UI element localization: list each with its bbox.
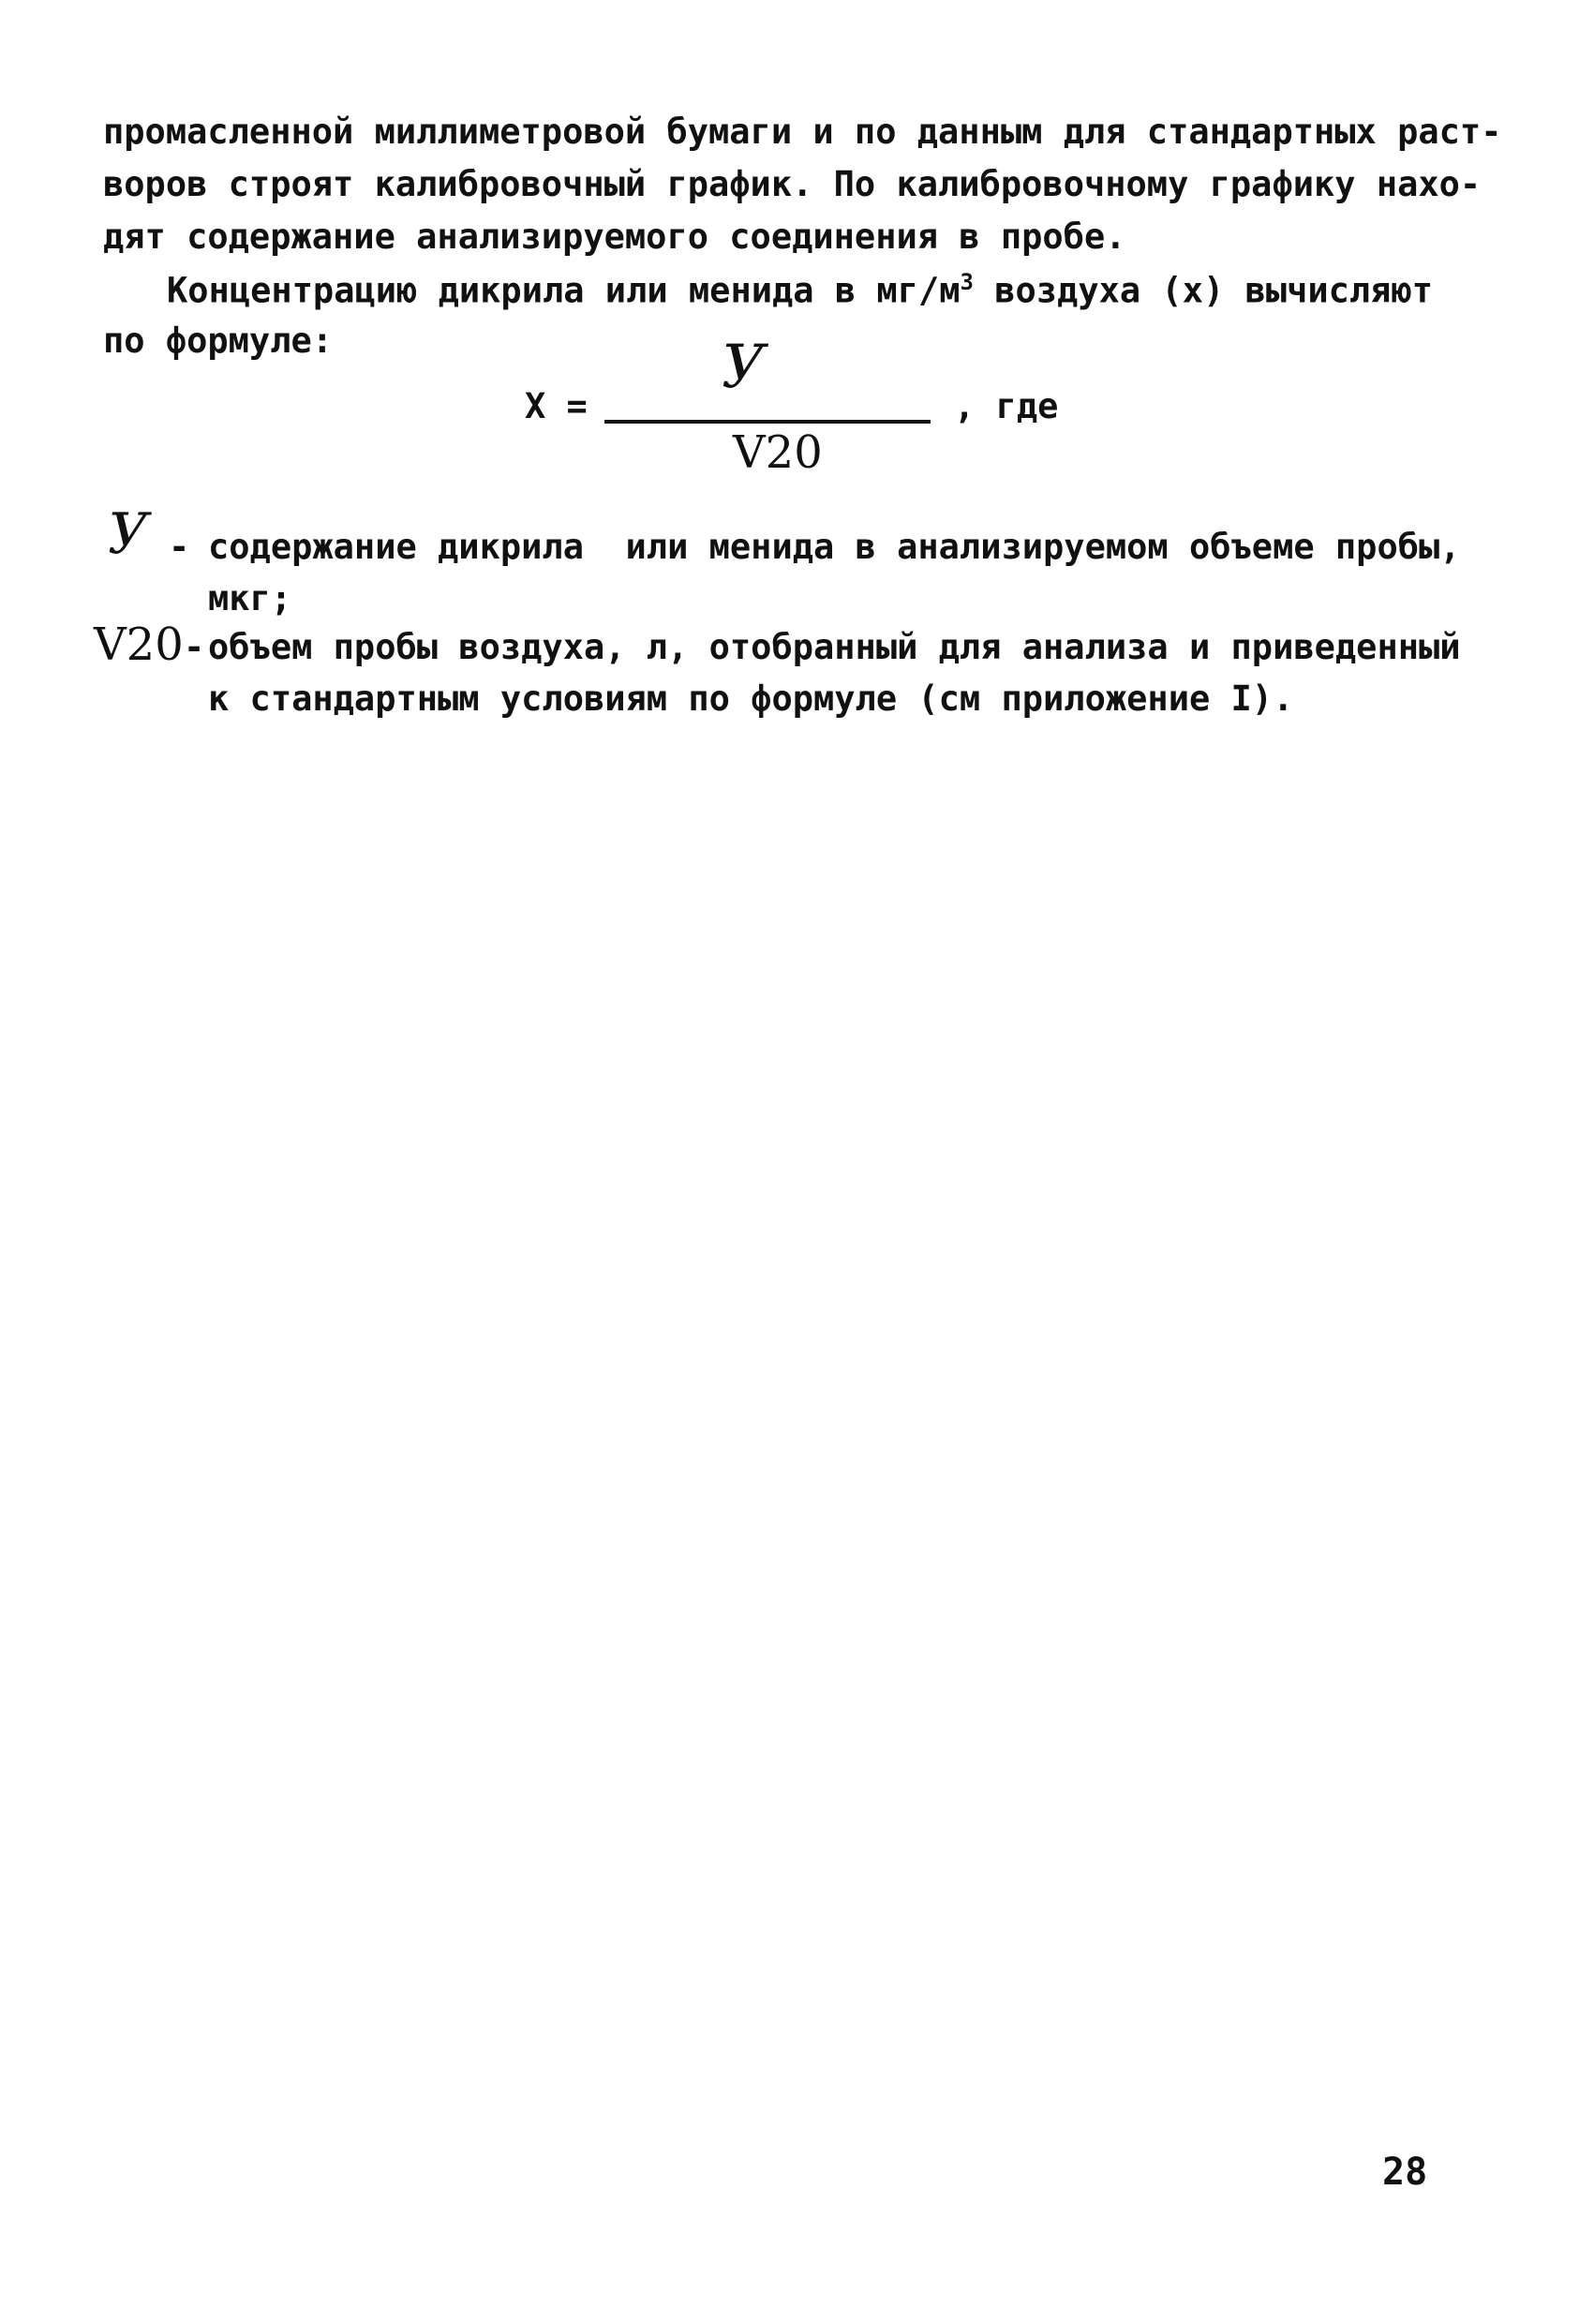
formula-numerator: У [722,333,766,402]
paragraph-line: промасленной миллиметровой бумаги и по данным для стандартных раст- [103,112,1502,152]
paragraph-line: по формуле: [103,320,334,361]
paragraph-line [167,269,1434,311]
definition-symbol: У [108,501,149,567]
paragraph-line: воров строят калибровочный график. По калибровочному графику нахо- [103,164,1482,204]
definition-text: содержание дикрила или менида в анализируемом объеме пробы, [208,527,1461,567]
definition-text: к стандартным условиям по формуле (см приложение I). [208,678,1294,719]
superscript-three: 3 [960,269,974,295]
definition-dash: - [184,627,205,667]
page-number: 28 [1382,2151,1428,2194]
definition-dash: - [169,527,190,567]
formula-lhs: X = [525,386,588,426]
definition-text: объем пробы воздуха, л, отобранный для анализа и приведенный [208,627,1461,667]
definition-symbol: V20 [94,618,184,671]
concentration-text: Концентрацию дикрила или менида в мг/м [167,270,961,311]
concentration-text-end: воздуха (х) вычисляют [973,270,1434,311]
fraction-bar [604,420,931,424]
formula-denominator: V20 [733,426,823,479]
definition-text: мкг; [208,578,292,618]
formula-suffix: , где [954,386,1059,426]
paragraph-line: дят содержание анализируемого соединения в пробе. [103,216,1126,257]
